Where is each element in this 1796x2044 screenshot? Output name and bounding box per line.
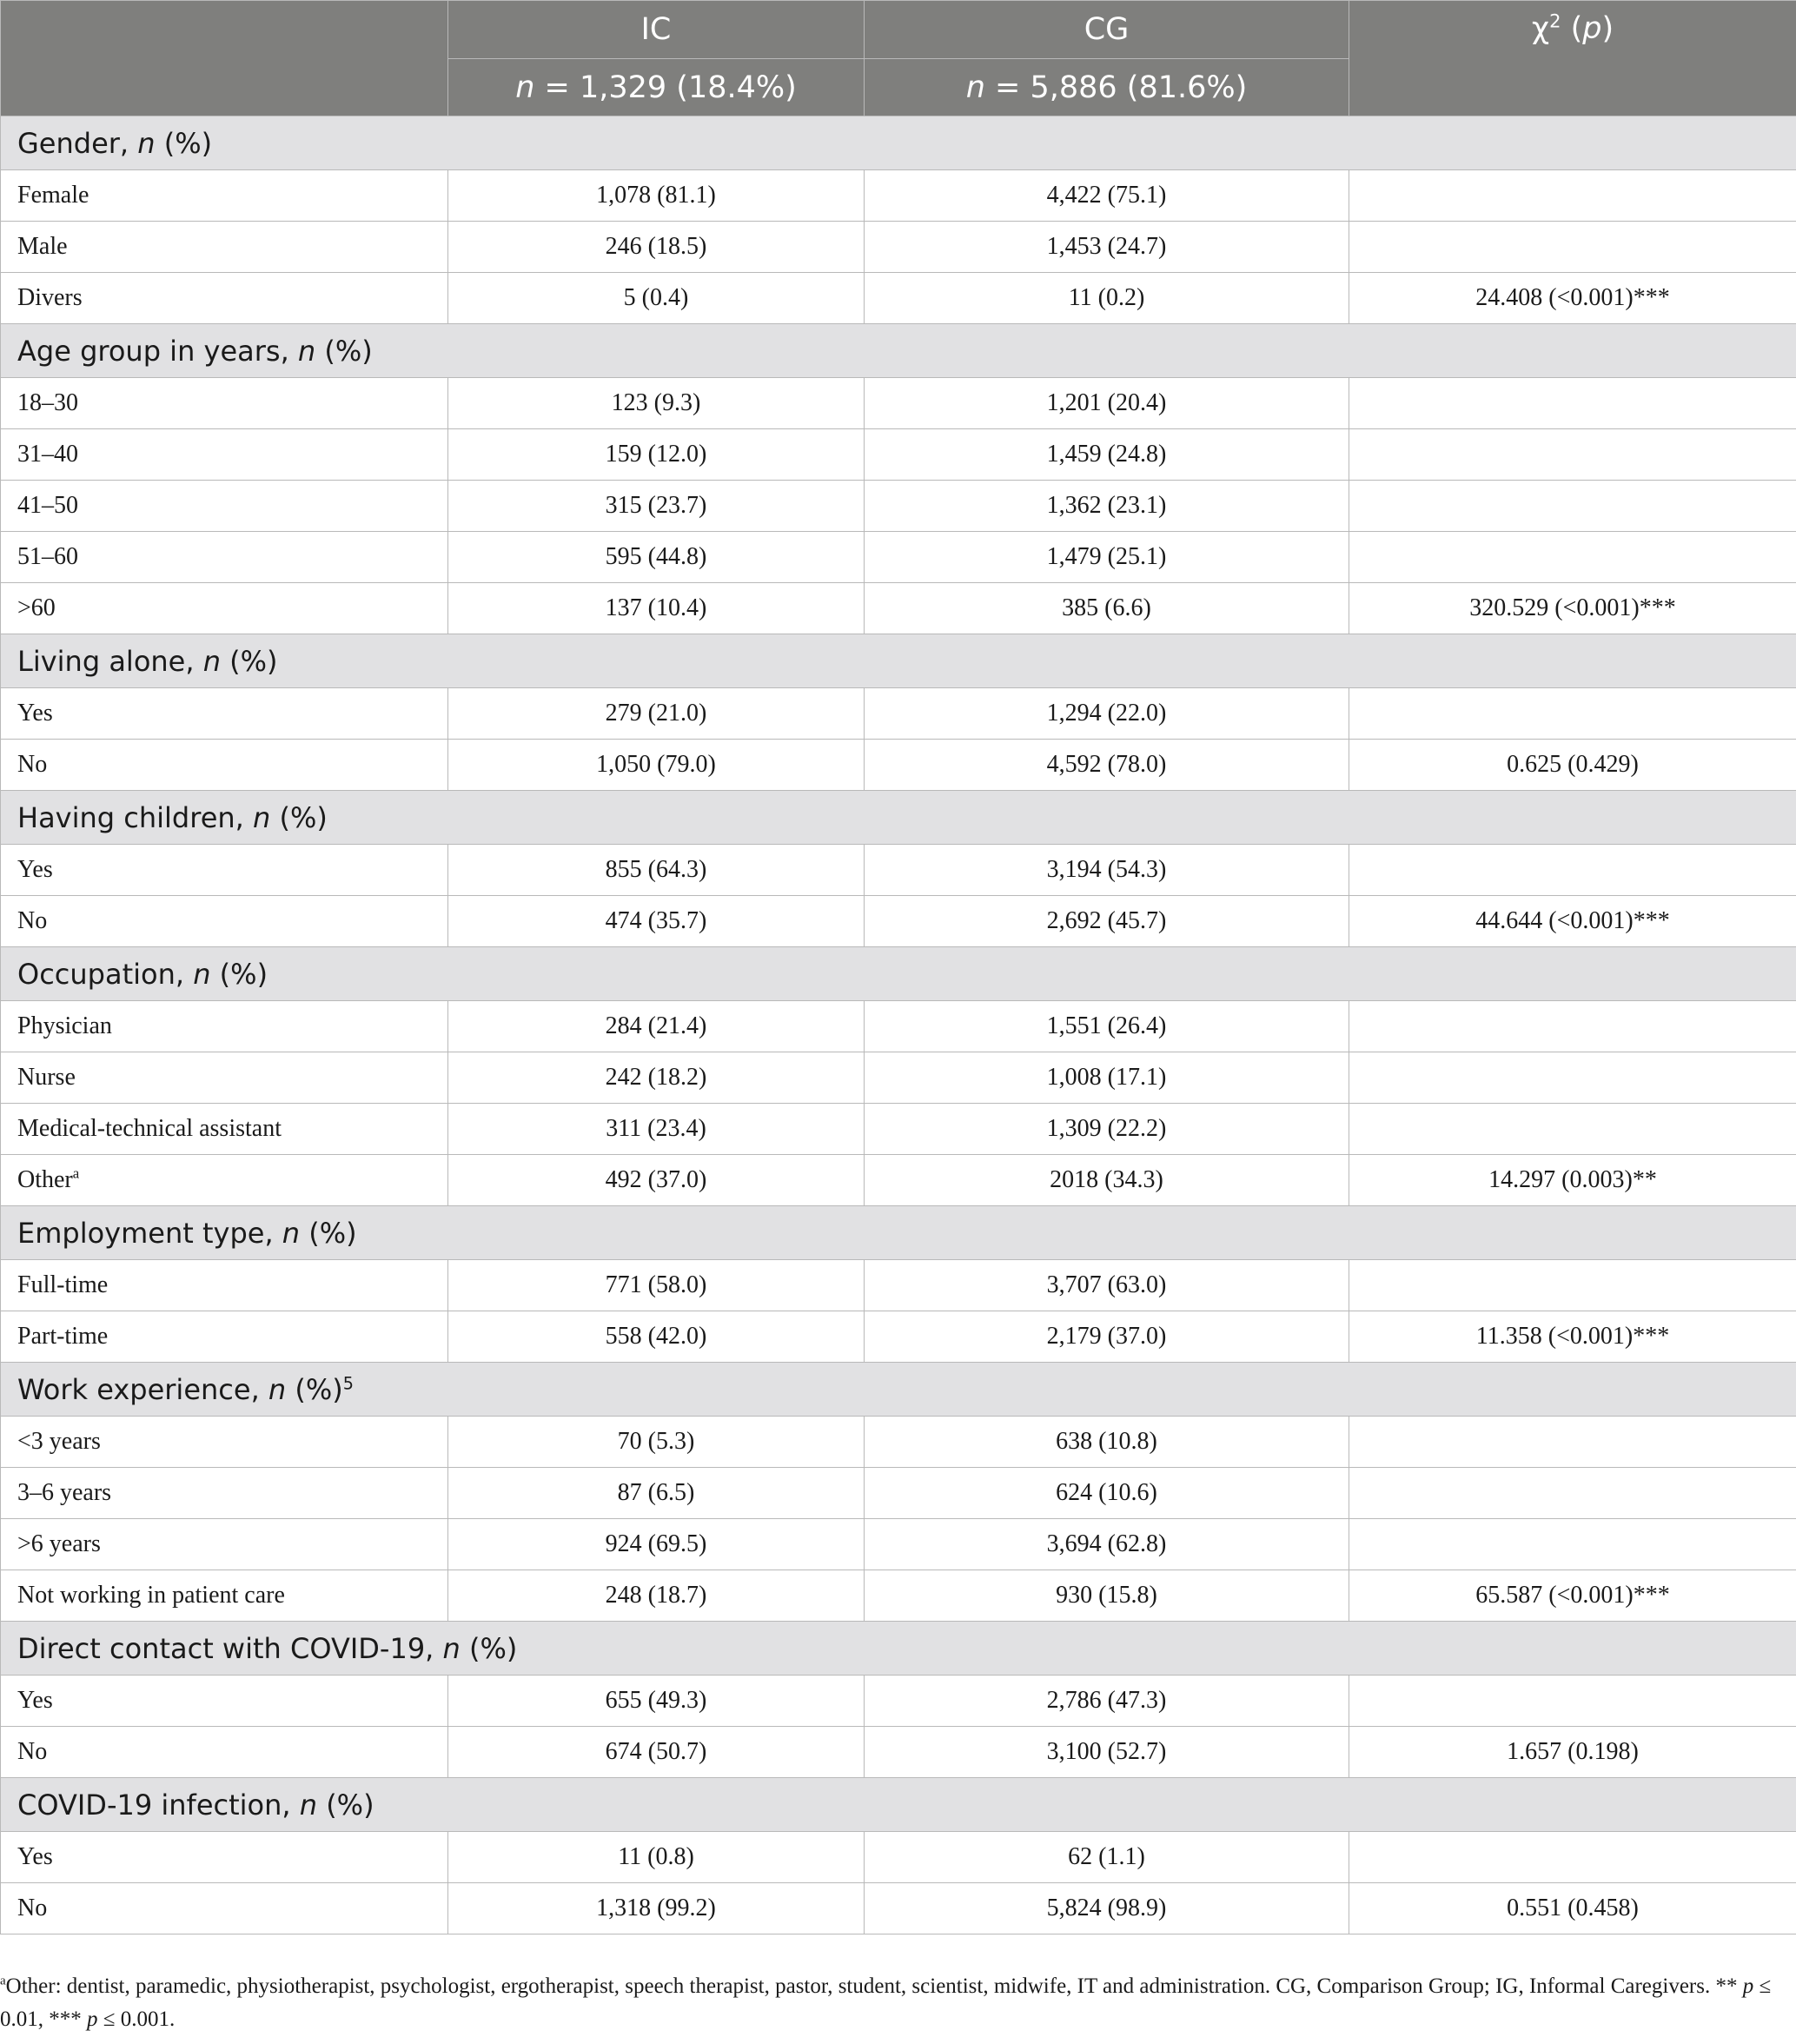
chi-square-cell: 14.297 (0.003)**: [1349, 1155, 1796, 1206]
ic-value-cell: 855 (64.3): [448, 845, 865, 896]
cg-value-cell: 1,362 (23.1): [865, 481, 1349, 532]
row-label: Divers: [1, 273, 448, 324]
table-row: [1, 845, 1796, 896]
header-ic-sample-size: n = 1,329 (18.4%): [448, 59, 865, 116]
chi-square-cell: 11.358 (<0.001)***: [1349, 1311, 1796, 1363]
ic-value-cell: 315 (23.7): [448, 481, 865, 532]
chi-square-cell: [1349, 1519, 1796, 1570]
cg-value-cell: 1,309 (22.2): [865, 1104, 1349, 1155]
table-row: [1, 1519, 1796, 1570]
ic-value-cell: 279 (21.0): [448, 688, 865, 740]
row-label: Medical-technical assistant: [1, 1104, 448, 1155]
table-row: [1, 1832, 1796, 1883]
ic-value-cell: 492 (37.0): [448, 1155, 865, 1206]
cg-value-cell: 1,459 (24.8): [865, 429, 1349, 481]
table-row: [1, 1676, 1796, 1727]
section-title: Gender, n (%): [1, 116, 1796, 170]
cg-value-cell: 2,692 (45.7): [865, 896, 1349, 947]
header-empty-cell: [1, 1, 448, 116]
row-label: No: [1, 1883, 448, 1934]
table-row: [1, 429, 1796, 481]
chi-square-cell: 44.644 (<0.001)***: [1349, 896, 1796, 947]
chi-square-cell: [1349, 688, 1796, 740]
ic-value-cell: 674 (50.7): [448, 1727, 865, 1778]
ic-value-cell: 242 (18.2): [448, 1052, 865, 1104]
row-label: 51–60: [1, 532, 448, 583]
row-label: Yes: [1, 688, 448, 740]
cg-value-cell: 1,201 (20.4): [865, 378, 1349, 429]
row-label: No: [1, 896, 448, 947]
ic-value-cell: 655 (49.3): [448, 1676, 865, 1727]
row-label: Yes: [1, 1676, 448, 1727]
cg-value-cell: 1,479 (25.1): [865, 532, 1349, 583]
cg-value-cell: 2,179 (37.0): [865, 1311, 1349, 1363]
table-row: [1, 1311, 1796, 1363]
row-label: Full-time: [1, 1260, 448, 1311]
row-label: 41–50: [1, 481, 448, 532]
chi-square-cell: 65.587 (<0.001)***: [1349, 1570, 1796, 1622]
ic-value-cell: 474 (35.7): [448, 896, 865, 947]
section-header-row: [1, 1206, 1796, 1260]
ic-value-cell: 924 (69.5): [448, 1519, 865, 1570]
row-label: Female: [1, 170, 448, 222]
chi-square-cell: [1349, 1417, 1796, 1468]
section-header-row: [1, 1363, 1796, 1417]
cg-value-cell: 1,008 (17.1): [865, 1052, 1349, 1104]
table-footnote: $^a$Other: dentist, paramedic, physiotherapist, psychologist, ergotherapist, speech therapist, pastor, student, scientist, midwife, IT and administration. CG, Comparison Group; IG, Informal Caregivers. ** p ≤ 0.01, *** p ≤ 0.001.: [0, 1974, 1772, 2031]
header-row: [1, 1, 1796, 59]
header-cg-sample-size: n = 5,886 (81.6%): [865, 59, 1349, 116]
cg-value-cell: 1,551 (26.4): [865, 1001, 1349, 1052]
ic-value-cell: 1,318 (99.2): [448, 1883, 865, 1934]
ic-value-cell: 123 (9.3): [448, 378, 865, 429]
ic-value-cell: 284 (21.4): [448, 1001, 865, 1052]
ic-value-cell: 248 (18.7): [448, 1570, 865, 1622]
row-label: Other$^a$: [1, 1155, 448, 1206]
ic-value-cell: 558 (42.0): [448, 1311, 865, 1363]
section-header-row: [1, 116, 1796, 170]
table-row: [1, 1417, 1796, 1468]
ic-value-cell: 1,050 (79.0): [448, 740, 865, 791]
chi-square-cell: [1349, 1260, 1796, 1311]
section-title: Employment type, n (%): [1, 1206, 1796, 1260]
chi-square-cell: [1349, 1052, 1796, 1104]
ic-value-cell: 87 (6.5): [448, 1468, 865, 1519]
table-row: [1, 740, 1796, 791]
row-label: Part-time: [1, 1311, 448, 1363]
row-label: Not working in patient care: [1, 1570, 448, 1622]
header-chi-square: $\chi^2$ (p): [1349, 1, 1796, 116]
ic-value-cell: 159 (12.0): [448, 429, 865, 481]
header-cg: CG: [865, 1, 1349, 59]
row-label: Nurse: [1, 1052, 448, 1104]
cg-value-cell: 1,294 (22.0): [865, 688, 1349, 740]
section-header-row: [1, 1778, 1796, 1832]
cg-value-cell: 4,422 (75.1): [865, 170, 1349, 222]
ic-value-cell: 246 (18.5): [448, 222, 865, 273]
chi-square-cell: [1349, 1001, 1796, 1052]
row-label: Physician: [1, 1001, 448, 1052]
ic-value-cell: 70 (5.3): [448, 1417, 865, 1468]
section-header-row: [1, 1622, 1796, 1676]
table-row: [1, 688, 1796, 740]
row-label: Yes: [1, 1832, 448, 1883]
chi-square-cell: [1349, 481, 1796, 532]
table-row: [1, 1468, 1796, 1519]
ic-value-cell: 1,078 (81.1): [448, 170, 865, 222]
cg-value-cell: 3,194 (54.3): [865, 845, 1349, 896]
cg-value-cell: 624 (10.6): [865, 1468, 1349, 1519]
table-row: [1, 1104, 1796, 1155]
table-row: [1, 378, 1796, 429]
table-row: [1, 1052, 1796, 1104]
table-row: [1, 481, 1796, 532]
row-label: 3–6 years: [1, 1468, 448, 1519]
cg-value-cell: 2,786 (47.3): [865, 1676, 1349, 1727]
chi-square-cell: [1349, 845, 1796, 896]
chi-square-cell: [1349, 378, 1796, 429]
row-label: >60: [1, 583, 448, 634]
cg-value-cell: 3,100 (52.7): [865, 1727, 1349, 1778]
section-header-row: [1, 947, 1796, 1001]
section-header-row: [1, 791, 1796, 845]
chi-square-cell: [1349, 429, 1796, 481]
cg-value-cell: 11 (0.2): [865, 273, 1349, 324]
table-row: [1, 222, 1796, 273]
chi-square-cell: 320.529 (<0.001)***: [1349, 583, 1796, 634]
table-row: [1, 273, 1796, 324]
row-label: <3 years: [1, 1417, 448, 1468]
section-title: Age group in years, n (%): [1, 324, 1796, 378]
chi-square-cell: [1349, 1468, 1796, 1519]
cg-value-cell: 385 (6.6): [865, 583, 1349, 634]
table-row: [1, 1570, 1796, 1622]
table-row: [1, 1260, 1796, 1311]
chi-square-cell: [1349, 222, 1796, 273]
chi-square-cell: 24.408 (<0.001)***: [1349, 273, 1796, 324]
cg-value-cell: 2018 (34.3): [865, 1155, 1349, 1206]
table-row: [1, 1883, 1796, 1934]
ic-value-cell: 5 (0.4): [448, 273, 865, 324]
section-header-row: [1, 634, 1796, 688]
row-label: Male: [1, 222, 448, 273]
table-row: [1, 1727, 1796, 1778]
row-label: >6 years: [1, 1519, 448, 1570]
row-label: No: [1, 740, 448, 791]
cg-value-cell: 4,592 (78.0): [865, 740, 1349, 791]
ic-value-cell: 771 (58.0): [448, 1260, 865, 1311]
chi-square-cell: [1349, 1676, 1796, 1727]
table-row: [1, 532, 1796, 583]
ic-value-cell: 595 (44.8): [448, 532, 865, 583]
cg-value-cell: 5,824 (98.9): [865, 1883, 1349, 1934]
cg-value-cell: 3,707 (63.0): [865, 1260, 1349, 1311]
table-row: [1, 583, 1796, 634]
section-title: Direct contact with COVID-19, n (%): [1, 1622, 1796, 1676]
chi-square-cell: [1349, 532, 1796, 583]
chi-square-cell: [1349, 1832, 1796, 1883]
table-body: [1, 116, 1796, 1934]
chi-square-cell: [1349, 1104, 1796, 1155]
cg-value-cell: 62 (1.1): [865, 1832, 1349, 1883]
section-title: COVID-19 infection, n (%): [1, 1778, 1796, 1832]
section-title: Living alone, n (%): [1, 634, 1796, 688]
table-row: [1, 896, 1796, 947]
cg-value-cell: 930 (15.8): [865, 1570, 1349, 1622]
row-label: Yes: [1, 845, 448, 896]
chi-square-cell: [1349, 170, 1796, 222]
chi-square-cell: 0.551 (0.458): [1349, 1883, 1796, 1934]
chi-square-cell: 1.657 (0.198): [1349, 1727, 1796, 1778]
table-row: [1, 1001, 1796, 1052]
chi-square-cell: 0.625 (0.429): [1349, 740, 1796, 791]
row-label: 18–30: [1, 378, 448, 429]
section-header-row: [1, 324, 1796, 378]
ic-value-cell: 11 (0.8): [448, 1832, 865, 1883]
section-title: Having children, n (%): [1, 791, 1796, 845]
cg-value-cell: 3,694 (62.8): [865, 1519, 1349, 1570]
cg-value-cell: 638 (10.8): [865, 1417, 1349, 1468]
table-row: [1, 1155, 1796, 1206]
table-row: [1, 170, 1796, 222]
cg-value-cell: 1,453 (24.7): [865, 222, 1349, 273]
section-title: Work experience, n (%)$^5$: [1, 1363, 1796, 1417]
row-label: 31–40: [1, 429, 448, 481]
header-ic: IC: [448, 1, 865, 59]
ic-value-cell: 137 (10.4): [448, 583, 865, 634]
row-label: No: [1, 1727, 448, 1778]
ic-value-cell: 311 (23.4): [448, 1104, 865, 1155]
section-title: Occupation, n (%): [1, 947, 1796, 1001]
